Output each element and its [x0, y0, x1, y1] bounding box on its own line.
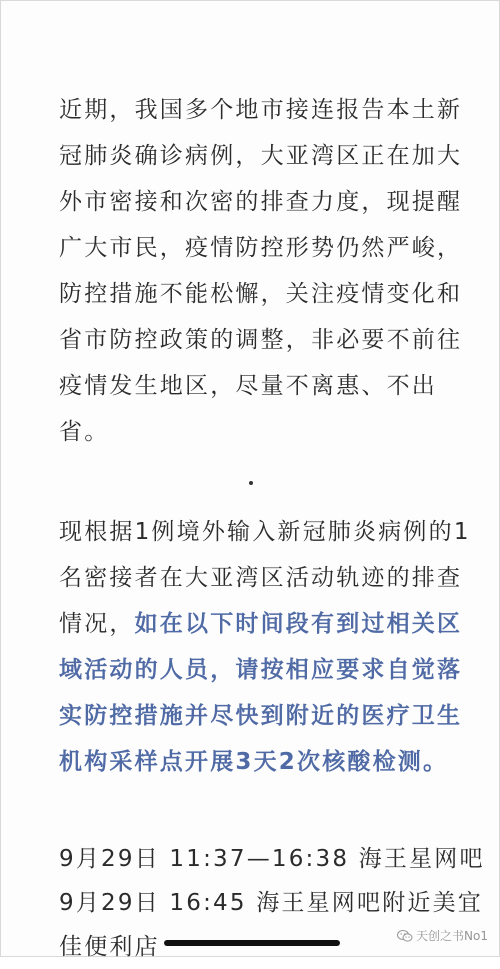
- text-segment: 情况，: [59, 611, 135, 637]
- schedule-line: 9月29日 11:37—16:38 海王星网吧: [59, 846, 485, 872]
- article-content: [59, 87, 485, 969]
- section-divider: [59, 455, 459, 509]
- text-line: [59, 601, 463, 647]
- emphasis-line: 机构采样点开展3天2次核酸检测。: [59, 749, 449, 775]
- text-line: 省市防控政策的调整，非必要不前往: [59, 327, 463, 353]
- watermark-text: 天创之书No1: [416, 929, 488, 943]
- text-line: 疫情发生地区，尽量不离惠、不出: [59, 373, 437, 399]
- emphasis-line: 实防控措施并尽快到附近的医疗卫生: [59, 703, 463, 729]
- paragraph-intro: [59, 87, 463, 455]
- text-line: 外市密接和次密的排查力度，现提醒: [59, 189, 463, 215]
- text-line: 冠肺炎确诊病例，大亚湾区正在加大: [59, 143, 463, 169]
- emphasis-text: 如在以下时间段有到过相关区: [134, 611, 463, 637]
- schedule-line: 9月29日 16:45 海王星网吧附近美宜: [59, 890, 484, 916]
- text-line: 现根据1例境外输入新冠肺炎病例的1: [59, 519, 471, 545]
- paragraph-notice: [59, 509, 471, 785]
- text-line: 名密接者在大亚湾区活动轨迹的排查: [59, 565, 463, 591]
- spacer: [59, 785, 459, 837]
- emphasis-line: 域活动的人员，请按相应要求自觉落: [59, 657, 463, 683]
- schedule-line: 佳便利店: [59, 934, 160, 960]
- divider-dot: [249, 481, 253, 485]
- activity-schedule: [59, 837, 485, 969]
- text-line: 近期，我国多个地市接连报告本土新: [59, 97, 463, 123]
- wechat-icon: [397, 929, 413, 943]
- text-line: 省。: [59, 419, 110, 445]
- text-line: 广大市民，疫情防控形势仍然严峻，: [59, 235, 463, 261]
- watermark: [397, 927, 488, 944]
- home-indicator[interactable]: [164, 940, 340, 946]
- text-line: 防控措施不能松懈，关注疫情变化和: [59, 281, 463, 307]
